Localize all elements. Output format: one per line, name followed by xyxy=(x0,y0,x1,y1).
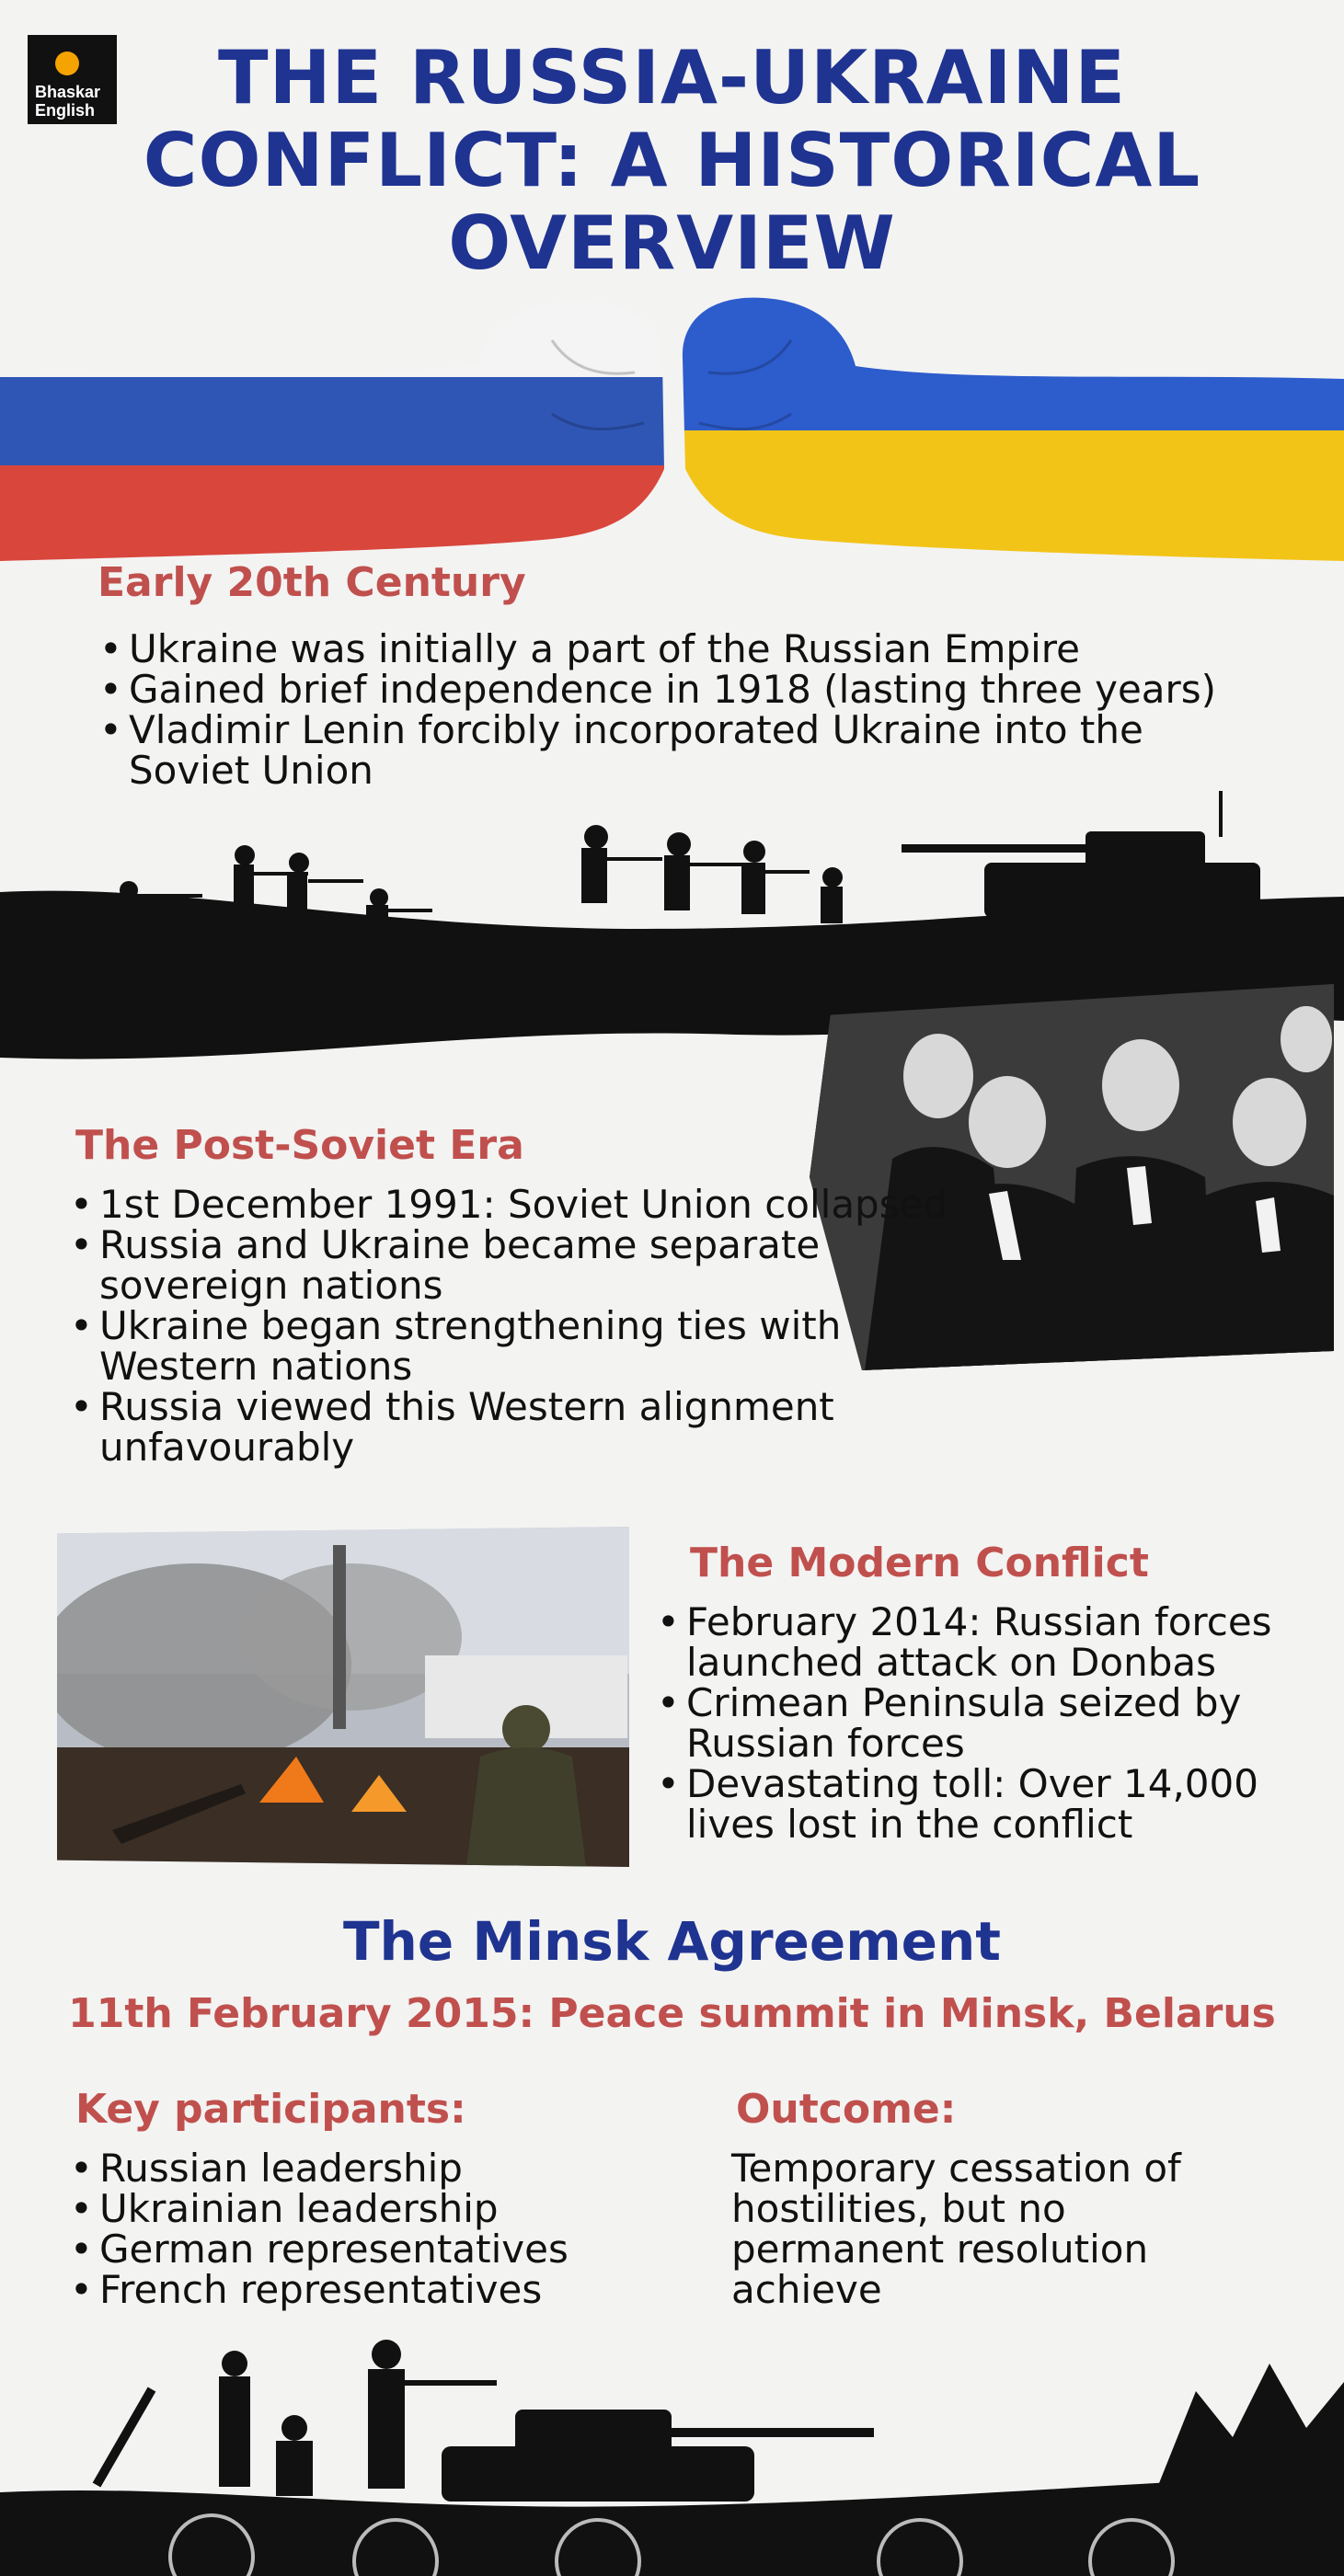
list-item: • Gained brief independence in 1918 (lasting three years) xyxy=(96,670,1292,710)
list-item: • Vladimir Lenin forcibly incorporated Ukraine into the Soviet Union xyxy=(96,710,1246,791)
modern-heading: The Modern Conflict xyxy=(690,1540,1149,1586)
list-item: • February 2014: Russian forces launched attack on Donbas xyxy=(653,1602,1315,1683)
russia-fist xyxy=(0,285,681,561)
early-heading: Early 20th Century xyxy=(98,559,526,606)
modern-list xyxy=(653,1599,1315,1847)
list-item: • Russia and Ukraine became separate sovereign nations xyxy=(66,1225,894,1306)
logo-line2: English xyxy=(35,101,96,120)
list-item: • Ukrainian leadership xyxy=(66,2189,710,2229)
post-soviet-list xyxy=(66,1182,949,1470)
post-soviet-heading: The Post-Soviet Era xyxy=(75,1122,524,1169)
title-line-1: THE RUSSIA-UKRAINE xyxy=(218,35,1126,120)
russia-blue-stripe xyxy=(0,377,681,467)
logo-line1: Bhaskar xyxy=(35,83,101,101)
list-item: • Crimean Peninsula seized by Russian forces xyxy=(653,1683,1315,1764)
ukraine-blue-stripe xyxy=(662,285,1344,432)
participants-heading: Key participants: xyxy=(75,2086,466,2133)
list-item: • German representatives xyxy=(66,2229,710,2270)
protest-scene xyxy=(57,1527,629,1867)
minsk-heading: The Minsk Agreement xyxy=(342,1910,1002,1973)
list-item: • Devastating toll: Over 14,000 lives lost in the conflict xyxy=(653,1764,1315,1845)
title-line-3: OVERVIEW xyxy=(448,200,896,286)
early-list xyxy=(96,626,1292,793)
outcome-text: Temporary cessation of hostilities, but no permanent resolution achieve xyxy=(731,2146,1181,2312)
title-line-2: CONFLICT: A HISTORICAL xyxy=(143,118,1201,203)
brand-logo xyxy=(28,35,117,124)
list-item: • 1st December 1991: Soviet Union collapsed xyxy=(66,1185,949,1225)
bottom-battle-silhouette xyxy=(0,2327,1344,2576)
page-title xyxy=(110,37,1234,285)
list-item: • French representatives xyxy=(66,2270,710,2310)
modern-conflict-photo xyxy=(57,1527,629,1867)
sun-icon xyxy=(55,52,79,75)
list-item: • Ukraine was initially a part of the Russian Empire xyxy=(96,629,1292,670)
ukraine-yellow-stripe xyxy=(662,430,1344,561)
minsk-subheading: 11th February 2015: Peace summit in Minsk, Belarus xyxy=(68,1990,1276,2037)
list-item: • Russian leadership xyxy=(66,2148,710,2189)
participants-list xyxy=(66,2148,710,2310)
list-item: • Ukraine began strengthening ties with Western nations xyxy=(66,1306,894,1387)
ukraine-fist xyxy=(662,285,1344,561)
russia-white-stripe xyxy=(0,285,681,386)
list-item: • Russia viewed this Western alignment unfavourably xyxy=(66,1387,894,1468)
outcome-heading: Outcome: xyxy=(736,2086,957,2133)
fists-flag-illustration xyxy=(0,285,1344,561)
russia-red-stripe xyxy=(0,465,681,561)
